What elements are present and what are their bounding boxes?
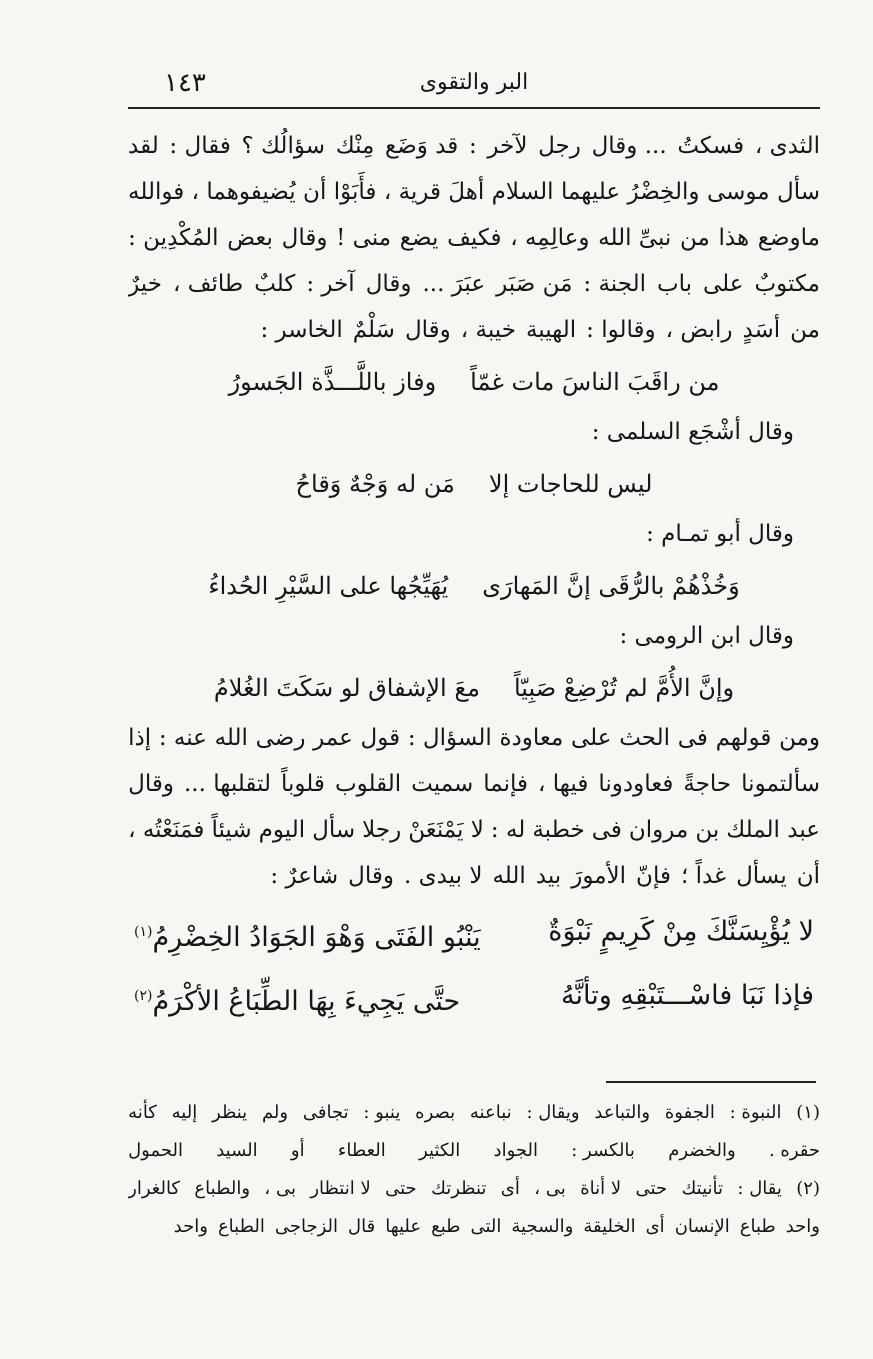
verse-3-second-hemistich: يُهَيِّجُها على السَّيْرِ الحُداءُ [208,572,449,600]
word: (٢) [796,1178,820,1199]
footnote-marker-2: (٢) [134,988,153,1004]
word: كالغرار [128,1178,181,1199]
word: رابض ، [665,317,733,344]
word: سأل [312,817,356,844]
word: يسأل [736,863,787,890]
word: الجواد [493,1140,538,1161]
intro-text: وقال أبو تمـام : [646,521,794,548]
word: طائف ، [172,271,244,298]
word: عمر [313,725,353,752]
verse-1-first-hemistich: من راقَبَ الناسَ مات غمّاً [470,368,720,396]
word: والخِضْرُ [627,179,700,206]
verse-3-first-hemistich: وَخُذْهُمْ بالرُّقَى إنَّ المَهارَى [482,572,740,600]
word: فى [591,817,622,844]
word: الهيبة [525,317,577,344]
word: غداً ؛ [680,863,727,890]
word: قول [360,725,401,752]
word: حقره . [768,1140,820,1161]
word: من [679,225,710,252]
word: وقال [281,225,328,252]
running-title: البر والتقوى [419,70,529,95]
footnote-rule [606,1081,816,1083]
text-line [128,1132,820,1170]
word: يقال : [737,1178,782,1199]
word: (١) [796,1102,820,1123]
word: ويقال : [526,1102,580,1123]
word: بالكسر : [571,1140,635,1161]
word: بى ، [534,1178,566,1199]
word: طباع [739,1216,776,1237]
word: حتى [385,1178,417,1199]
word: والطباع [194,1178,251,1199]
word: شيئاً [211,817,252,844]
word: ينبو : [363,1102,401,1123]
intro-text: وقال أشْجَع السلمى : [591,419,794,446]
word: تنظرتك [431,1178,487,1199]
verse-2-second-hemistich: مَن له وَجْهٌ وَقاحُ [295,470,455,498]
text-line [128,308,820,354]
intro-text: وقال ابن الرومى : [619,623,794,650]
word: والسجية [511,1216,574,1237]
word: الحمول [128,1140,183,1161]
word: النبوة : [729,1102,782,1123]
word: قلوباً [281,771,325,798]
text-line [128,1208,820,1246]
verse-4-second-hemistich: معَ الإشفاق لو سَكَتَ الغُلامُ [213,674,480,702]
word: الأمورَ [571,863,627,890]
word: فأَبَوْا [333,179,377,206]
word: خيرٌ [128,271,162,298]
word: السلام [491,179,554,206]
word: عليها [385,1216,422,1237]
word: سألتمونا [741,771,820,798]
paragraph-1 [128,124,820,354]
word: مروان [628,817,689,844]
word: شاعرٌ : [270,863,339,890]
word: وقال [404,317,451,344]
word: الزجاجى [274,1216,339,1237]
word: السيد [216,1140,258,1161]
word: الخاسر : [260,317,343,344]
word: لا بيدى . [403,863,483,890]
word: هذا [718,225,750,252]
word: الجنة : [583,271,646,298]
word: قولهم [715,725,772,752]
word: أو [290,1140,305,1161]
word: خطبة [532,817,585,844]
word: على [703,271,744,298]
verse-1-second-hemistich: وفاز باللَّـــذَّة الجَسورُ [228,368,437,396]
word: أهلَ قرية ، [383,179,485,206]
text-line [128,1170,820,1208]
word: فمَنَعْتُه ، [128,817,205,844]
word: بعض [227,225,273,252]
text-line [128,124,820,170]
word: نبىِّ الله [598,225,672,252]
word: باب [656,271,693,298]
word: إذا [128,725,152,752]
word: واحد [785,1216,820,1237]
word: الجفوة [664,1102,715,1123]
word: وقال [348,863,394,890]
word: العطاء [337,1140,386,1161]
word: فيها ، [538,771,589,798]
word: من [790,317,820,344]
word: على [570,725,612,752]
word: تجافى [302,1102,349,1123]
main-text [128,124,820,1028]
word: له : [490,817,526,844]
verse-6-first-hemistich: فإذا نَبَا فاسْـــتَبْقِهِ وتأنَّهُ [561,980,814,1011]
word: ومن [779,725,820,752]
word: منى ! [336,225,392,252]
word: سؤالُك ؟ [241,133,325,160]
verse-6 [128,964,820,1028]
word: رضى [255,725,306,752]
word: أى [645,1216,665,1237]
word: خيبة ، [460,317,516,344]
word: آخر : [306,271,355,298]
verse-6-second-wrap [134,964,460,1028]
word: عنه : [158,725,207,752]
verse-intro-ibn-al-rumi [128,614,820,660]
verse-5-first-hemistich: لا يُؤْيِسَنَّكَ مِنْ كَرِيمٍ نَبْوَةٌ [548,916,814,947]
text-line [128,762,820,808]
verse-2 [128,456,820,512]
word: بى ، [264,1178,296,1199]
word: وقال [128,771,174,798]
verse-5-second-wrap [134,900,481,964]
text-line [128,808,820,854]
word: الكثير [419,1140,461,1161]
page-header [128,64,820,108]
word: رجل [538,133,581,160]
word: طبع [431,1216,461,1237]
word: لآخر [487,133,528,160]
word: واحد [173,1216,208,1237]
word: لقد [128,133,159,160]
word: الحث [619,725,671,752]
word: الله [214,725,248,752]
verse-5 [128,900,820,964]
word: وقال [365,271,412,298]
word: وعالِمِه ، [510,225,590,252]
word: الله [492,863,526,890]
word: بصره [415,1102,456,1123]
word: أن [796,863,820,890]
word: وقالوا : [586,317,656,344]
word: ماوضع [757,225,820,252]
text-line [128,716,820,762]
word: نباعنه [469,1102,512,1123]
word: والتباعد [594,1102,651,1123]
header-rule [128,107,820,109]
word: عبد الملك [726,817,820,844]
word: معاودة [499,725,564,752]
verse-4-first-hemistich: وإنَّ الأُمَّ لم تُرْضِعْ صَبِيّاً [513,674,735,702]
verse-3 [128,558,820,614]
word: أن [303,179,327,206]
word: الإنسان [674,1216,730,1237]
word: يُضيفوهما ، [191,179,296,206]
word: حتى [635,1178,668,1199]
word: عليهما [560,179,621,206]
word: المُكْدِين : [128,225,219,252]
word: لا انتظار [310,1178,371,1199]
word: فوالله [128,179,185,206]
word: موسى [706,179,770,206]
word: السؤال : [407,725,492,752]
word: اليوم [258,817,306,844]
word: مَن صَبَر [496,271,573,298]
text-line [128,1094,820,1132]
verse-6-second-hemistich: حتَّى يَجِيءَ بِهَا الطِّبَاعُ الأكْرَمُ [152,986,461,1017]
verse-1 [128,354,820,410]
word: لا أناة [580,1178,622,1199]
word: سَلْمٌ [352,317,395,344]
word: ينظر [212,1102,248,1123]
word: : [468,133,477,160]
word: ولم [261,1102,289,1123]
page-number: ١٤٣ [164,68,206,98]
word: القلوب [334,771,402,798]
verse-4 [128,660,820,716]
word: فسكتُ [677,133,745,160]
text-line [128,170,820,216]
verse-5-second-hemistich: يَنْبُو الفَتَى وَهْوَ الجَوَادُ الخِضْرِمُ [152,922,481,953]
word: قد وَضَع [385,133,459,160]
word: حاجةً [683,771,732,798]
word: سميت [411,771,474,798]
text-line [128,262,820,308]
word: الخليقة [583,1216,636,1237]
word: الثدى ، [754,133,820,160]
word: قال [348,1216,376,1237]
word: لا يَمْنَعَنْ [408,817,484,844]
word: فعاودونا [598,771,674,798]
word: مكتوبٌ [754,271,820,298]
word: إليه [171,1102,198,1123]
verse-2-first-hemistich: ليس للحاجات إلا [488,470,653,498]
word: تأنيتك [681,1178,724,1199]
word: رجلا [362,817,402,844]
word: فى [677,725,708,752]
footnote-marker-1: (١) [134,924,153,940]
word: فكيف [447,225,502,252]
word: سأل [777,179,820,206]
word: فإنّ [636,863,671,890]
verse-intro-abu-tammam [128,512,820,558]
word: فقال : [169,133,231,160]
text-line [128,216,820,262]
word: الطباع [217,1216,265,1237]
word: بن [695,817,720,844]
word: لتقلبها ... [183,771,271,798]
word: يضع [399,225,439,252]
word: أى [500,1178,520,1199]
word: كلبٌ [254,271,296,298]
verse-intro-ashja [128,410,820,456]
word: التى [470,1216,502,1237]
footnotes [128,1094,820,1246]
word: كأنه [128,1102,157,1123]
text-line [128,854,820,900]
word: مِنْك [335,133,375,160]
word: فإنما [483,771,529,798]
paragraph-2 [128,716,820,900]
word: بيد [535,863,562,890]
word: أسَدٍ [742,317,781,344]
word: والخضرم [668,1140,736,1161]
word: ... وقال [591,133,667,160]
word: عبَرَ ... [422,271,486,298]
